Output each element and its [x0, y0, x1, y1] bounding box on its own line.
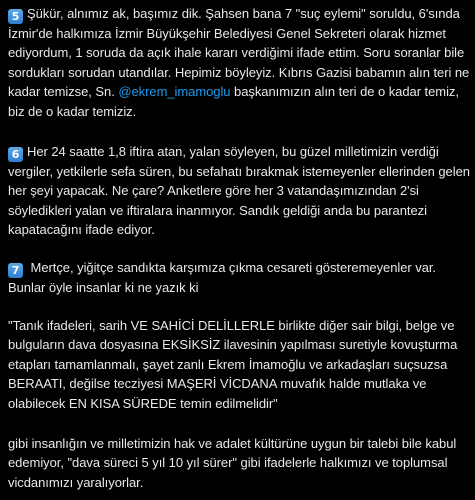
tweet-paragraph-6: [8, 142, 470, 240]
keycap-7-icon: 7: [8, 263, 23, 278]
mention-link[interactable]: @ekrem_imamoglu: [118, 84, 231, 100]
tweet-paragraph-7: [8, 258, 470, 297]
tweet-paragraph-5: [8, 4, 470, 121]
quoted-statement: "Tanık ifadeleri, sarih VE SAHİCİ DELİLLERLE birlikte diğer sair bilgi, belge ve bulguların dava dosyasına EKSİKSİZ ilavesinin yapılması suretiyle kovuşturma etapları tamamlanmalı, şayet zanlı Ekrem İmamoğlu ve arkadaşları suçsuzsa BERAATI, değilse tecziyesi MAŞERİ VİCDANA muvafık halde mutlaka ve olabilecek EN KISA SÜREDE temin edilmelidir": [8, 318, 458, 411]
paragraph-6-text: Her 24 saatte 1,8 iftira atan, yalan söyleyen, bu güzel milletimizin verdiği vergiler, yetkilerle sefa süren, bu sefahatı bırakmak istemeyenler ellerinden gelen her şeyi yapacak. Ne çare? Anketlere göre her 3 vatandaşımızından 2'si söyledikleri yalan ve iftiralara inanmıyor. Sandık geldiği anda bu parantezi kapatacağını ifade ediyor.: [8, 144, 470, 238]
paragraph-5-text: Şükür, alnımız ak, başımız dik. Şahsen bana 7 "suç eylemi" soruldu, 6'sında İzmir'de halkımıza İzmir Büyükşehir Belediyesi Genel Sekreteri olarak hizmet ediyordum, 1 soruda da açık ihale kararı verdiğimi ifade ettim. Soru soranlar bile sordukları sorudan utandılar. Hepimiz böyleyiz. Kıbrıs Gazisi babamın alın teri ne kadar temizse, Sn.: [8, 6, 470, 100]
keycap-5-icon: 5: [8, 9, 23, 24]
paragraph-5-text-end: başkanımızın alın teri de o kadar temiz, biz de o kadar temiziz.: [8, 84, 459, 119]
keycap-6-icon: 6: [8, 147, 23, 162]
paragraph-7-text: Mertçe, yiğitçe sandıkta karşımıza çıkma cesareti gösteremeyenler var. Bunlar öyle insanlar ki ne yazık ki: [8, 260, 436, 295]
closing-paragraph: gibi insanlığın ve milletimizin hak ve adalet kültürüne uygun bir talebi bile kabul edemiyor, "dava süreci 5 yıl 10 yıl sürer" gibi ifadelerle halkımızı ve toplumsal vicdanımızı yaralıyorlar.: [8, 436, 457, 490]
